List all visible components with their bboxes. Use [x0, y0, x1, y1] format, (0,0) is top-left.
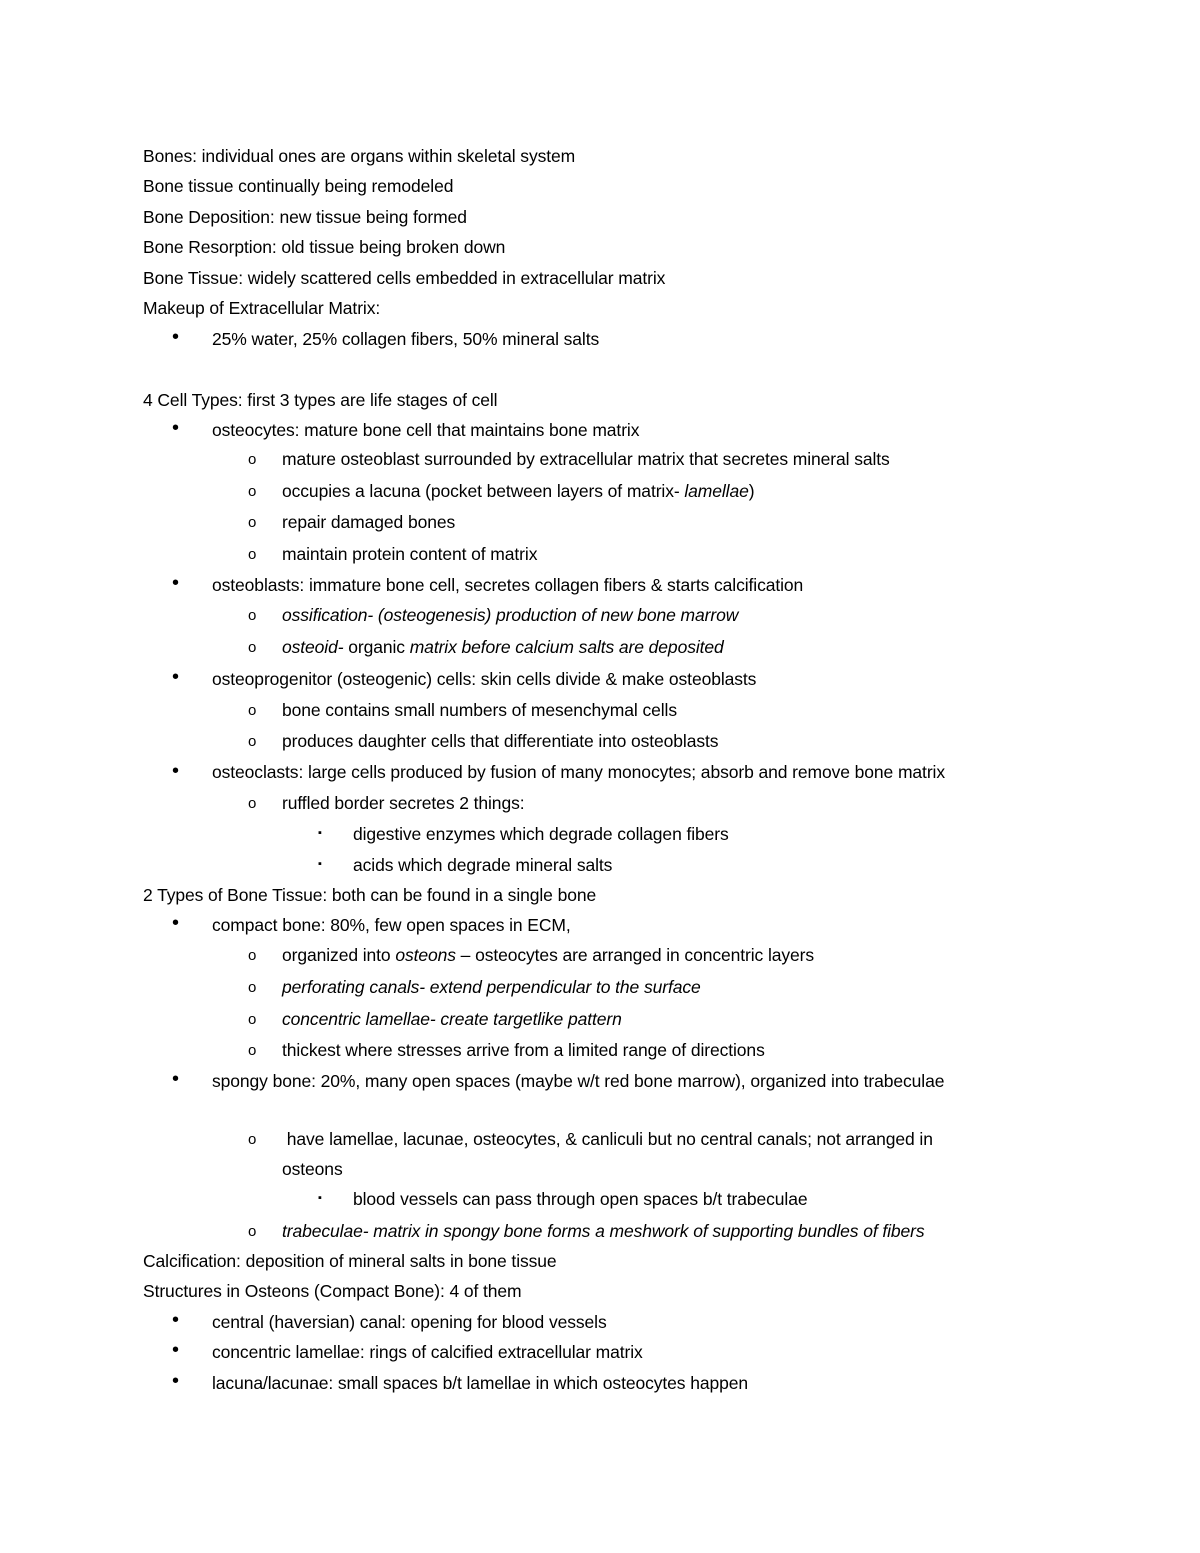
bullet-marker: o	[248, 979, 257, 996]
italic-run: matrix before calcium salts are deposited	[409, 637, 724, 657]
list-item: compact bone: 80%, few open spaces in ECM,	[212, 915, 571, 935]
italic-run: osteons	[395, 945, 456, 965]
bullet-marker: o	[248, 702, 257, 719]
list-item: lacuna/lacunae: small spaces b/t lamellae in which osteocytes happen	[212, 1373, 749, 1393]
list-item: ruffled border secretes 2 things:	[282, 793, 525, 813]
text-run: organized into	[282, 945, 396, 965]
list-item-continuation: osteons	[282, 1159, 343, 1179]
italic-run: osteoid-	[282, 637, 344, 657]
section-heading: Structures in Osteons (Compact Bone): 4 of them	[143, 1281, 522, 1301]
bullet-marker: •	[172, 417, 180, 439]
text-line: Calcification: deposition of mineral salts in bone tissue	[143, 1251, 557, 1271]
list-item: osteoclasts: large cells produced by fusion of many monocytes; absorb and remove bone matrix	[212, 762, 945, 782]
list-item: spongy bone: 20%, many open spaces (maybe w/t red bone marrow), organized into trabeculae	[212, 1071, 945, 1091]
bullet-marker: o	[248, 733, 257, 750]
list-item: repair damaged bones	[282, 512, 456, 532]
bullet-marker: •	[172, 912, 180, 934]
bullet-marker: •	[172, 760, 180, 782]
text-line: Makeup of Extracellular Matrix:	[143, 298, 381, 318]
text-line: Bone Deposition: new tissue being formed	[143, 207, 467, 227]
bullet-marker: o	[248, 514, 257, 531]
list-item: central (haversian) canal: opening for blood vessels	[212, 1312, 607, 1332]
list-item: bone contains small numbers of mesenchymal cells	[282, 700, 677, 720]
text-line: Bone tissue continually being remodeled	[143, 176, 454, 196]
list-item: blood vessels can pass through open spaces b/t trabeculae	[353, 1189, 808, 1209]
bullet-marker: o	[248, 451, 257, 468]
list-item	[282, 480, 754, 502]
list-item: digestive enzymes which degrade collagen fibers	[353, 824, 729, 844]
bullet-marker: ▪	[318, 827, 322, 839]
bullet-marker: ▪	[318, 1192, 322, 1204]
list-item: osteoblasts: immature bone cell, secretes collagen fibers & starts calcification	[212, 575, 804, 595]
bullet-marker: o	[248, 639, 257, 656]
italic-run: trabeculae- matrix in spongy bone forms a meshwork of supporting bundles of fibers	[282, 1221, 925, 1241]
text-run: organic	[343, 637, 410, 657]
italic-run: lamellae	[684, 481, 749, 501]
bullet-marker: •	[172, 572, 180, 594]
bullet-marker: o	[248, 1131, 257, 1148]
list-item: osteocytes: mature bone cell that maintains bone matrix	[212, 420, 640, 440]
list-item	[282, 604, 738, 626]
list-item	[282, 1220, 925, 1242]
text-run: )	[748, 481, 755, 501]
list-item	[282, 1008, 622, 1030]
text-run: occupies a lacuna (pocket between layers of matrix-	[282, 481, 685, 501]
list-item: have lamellae, lacunae, osteocytes, & canliculi but no central canals; not arranged in	[282, 1129, 933, 1149]
section-heading: 2 Types of Bone Tissue: both can be found in a single bone	[143, 885, 597, 905]
italic-run: concentric lamellae- create targetlike pattern	[282, 1009, 622, 1029]
list-item	[282, 636, 724, 658]
list-item	[282, 944, 814, 966]
bullet-marker: ▪	[318, 858, 322, 870]
list-item: thickest where stresses arrive from a limited range of directions	[282, 1040, 765, 1060]
list-item: 25% water, 25% collagen fibers, 50% mineral salts	[212, 329, 600, 349]
bullet-marker: o	[248, 546, 257, 563]
bullet-marker: o	[248, 1011, 257, 1028]
bullet-marker: o	[248, 1223, 257, 1240]
italic-run: perforating canals- extend perpendicular to the surface	[282, 977, 701, 997]
list-item: osteoprogenitor (osteogenic) cells: skin cells divide & make osteoblasts	[212, 669, 757, 689]
list-item: maintain protein content of matrix	[282, 544, 538, 564]
bullet-marker: o	[248, 607, 257, 624]
bullet-marker: •	[172, 326, 180, 348]
section-heading: 4 Cell Types: first 3 types are life stages of cell	[143, 390, 498, 410]
text-line: Bone Resorption: old tissue being broken down	[143, 237, 506, 257]
bullet-marker: o	[248, 1042, 257, 1059]
bullet-marker: o	[248, 947, 257, 964]
list-item: acids which degrade mineral salts	[353, 855, 613, 875]
bullet-marker: •	[172, 1339, 180, 1361]
bullet-marker: •	[172, 1068, 180, 1090]
bullet-marker: •	[172, 1370, 180, 1392]
list-item: mature osteoblast surrounded by extracellular matrix that secretes mineral salts	[282, 449, 890, 469]
bullet-marker: •	[172, 666, 180, 688]
text-line: Bones: individual ones are organs within skeletal system	[143, 146, 576, 166]
bullet-marker: o	[248, 795, 257, 812]
text-run: – osteocytes are arranged in concentric layers	[455, 945, 815, 965]
italic-run: ossification- (osteogenesis) production of new bone marrow	[282, 605, 739, 625]
text-line: Bone Tissue: widely scattered cells embedded in extracellular matrix	[143, 268, 666, 288]
list-item: produces daughter cells that differentiate into osteoblasts	[282, 731, 719, 751]
list-item	[282, 976, 701, 998]
bullet-marker: •	[172, 1309, 180, 1331]
bullet-marker: o	[248, 483, 257, 500]
list-item: concentric lamellae: rings of calcified extracellular matrix	[212, 1342, 643, 1362]
